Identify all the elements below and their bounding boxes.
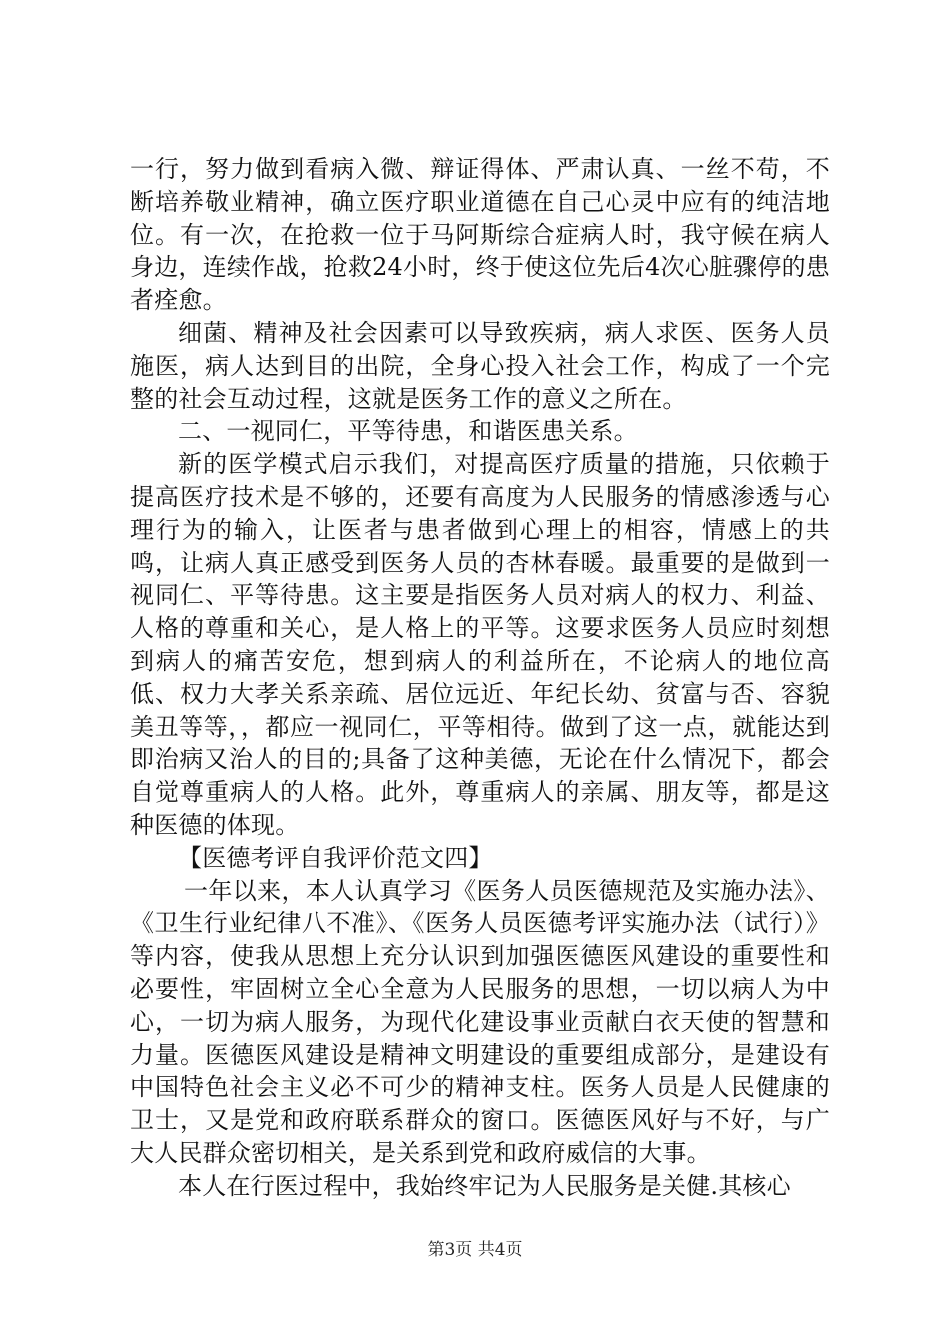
- document-body: [130, 153, 830, 1203]
- section-title-sample-four: 【医德考评自我评价范文四】: [178, 843, 493, 872]
- paragraph-social-interaction: 细菌、精神及社会因素可以导致疾病，病人求医、医务人员施医，病人达到目的出院，全身心投入社会工作，构成了一个完整的社会互动过程，这就是医务工作的意义之所在。: [130, 318, 830, 413]
- paragraph-practice: 本人在行医过程中，我始终牢记为人民服务是关健.其核心: [178, 1171, 791, 1200]
- paragraph-yearly-study: 一年以来，本人认真学习《医务人员医德规范及实施办法》、《卫生行业纪律八不准》、《医务人员医德考评实施办法（试行）》等内容，使我从思想上充分认识到加强医德医风建设的重要性和必要性，牢固树立全心全意为人民服务的思想，一切以病人为中心，一切为病人服务，为现代化建设事业贡献白衣天使的智慧和力量。医德医风建设是精神文明建设的重要组成部分，是建设有中国特色社会主义必不可少的精神支柱。医务人员是人民健康的卫士，又是党和政府联系群众的窗口。医德医风好与不好，与广大人民群众密切相关，是关系到党和政府威信的大事。: [130, 876, 830, 1167]
- page-number-footer: 第3页 共4页: [427, 1240, 523, 1260]
- paragraph-medical-model: 新的医学模式启示我们，对提高医疗质量的措施，只依赖于提高医疗技术是不够的，还要有高度为人民服务的情感渗透与心理行为的输入，让医者与患者做到心理上的相容，情感上的共鸣，让病人真正感受到医务人员的杏林春暖。最重要的是做到一视同仁、平等待患。这主要是指医务人员对病人的权力、利益、人格的尊重和关心，是人格上的平等。这要求医务人员应时刻想到病人的痛苦安危，想到病人的利益所在，不论病人的地位高低、权力大孝关系亲疏、居位远近、年纪长幼、贫富与否、容貌美丑等等，，都应一视同仁，平等相待。做到了这一点，就能达到即治病又治人的目的;具备了这种美德，无论在什么情况下，都会自觉尊重病人的人格。此外，尊重病人的亲属、朋友等，都是这种医德的体现。: [130, 450, 830, 839]
- section-heading-equal-treatment: 二、一视同仁，平等待患，和谐医患关系。: [178, 417, 638, 446]
- paragraph-continued: 一行，努力做到看病入微、辩证得体、严肃认真、一丝不苟，不断培养敬业精神，确立医疗职业道德在自己心灵中应有的纯洁地位。有一次，在抢救一位于马阿斯综合症病人时，我守候在病人身边，连续作战，抢救24小时，终于使这位先后4次心脏骤停的患者痊愈。: [130, 155, 830, 315]
